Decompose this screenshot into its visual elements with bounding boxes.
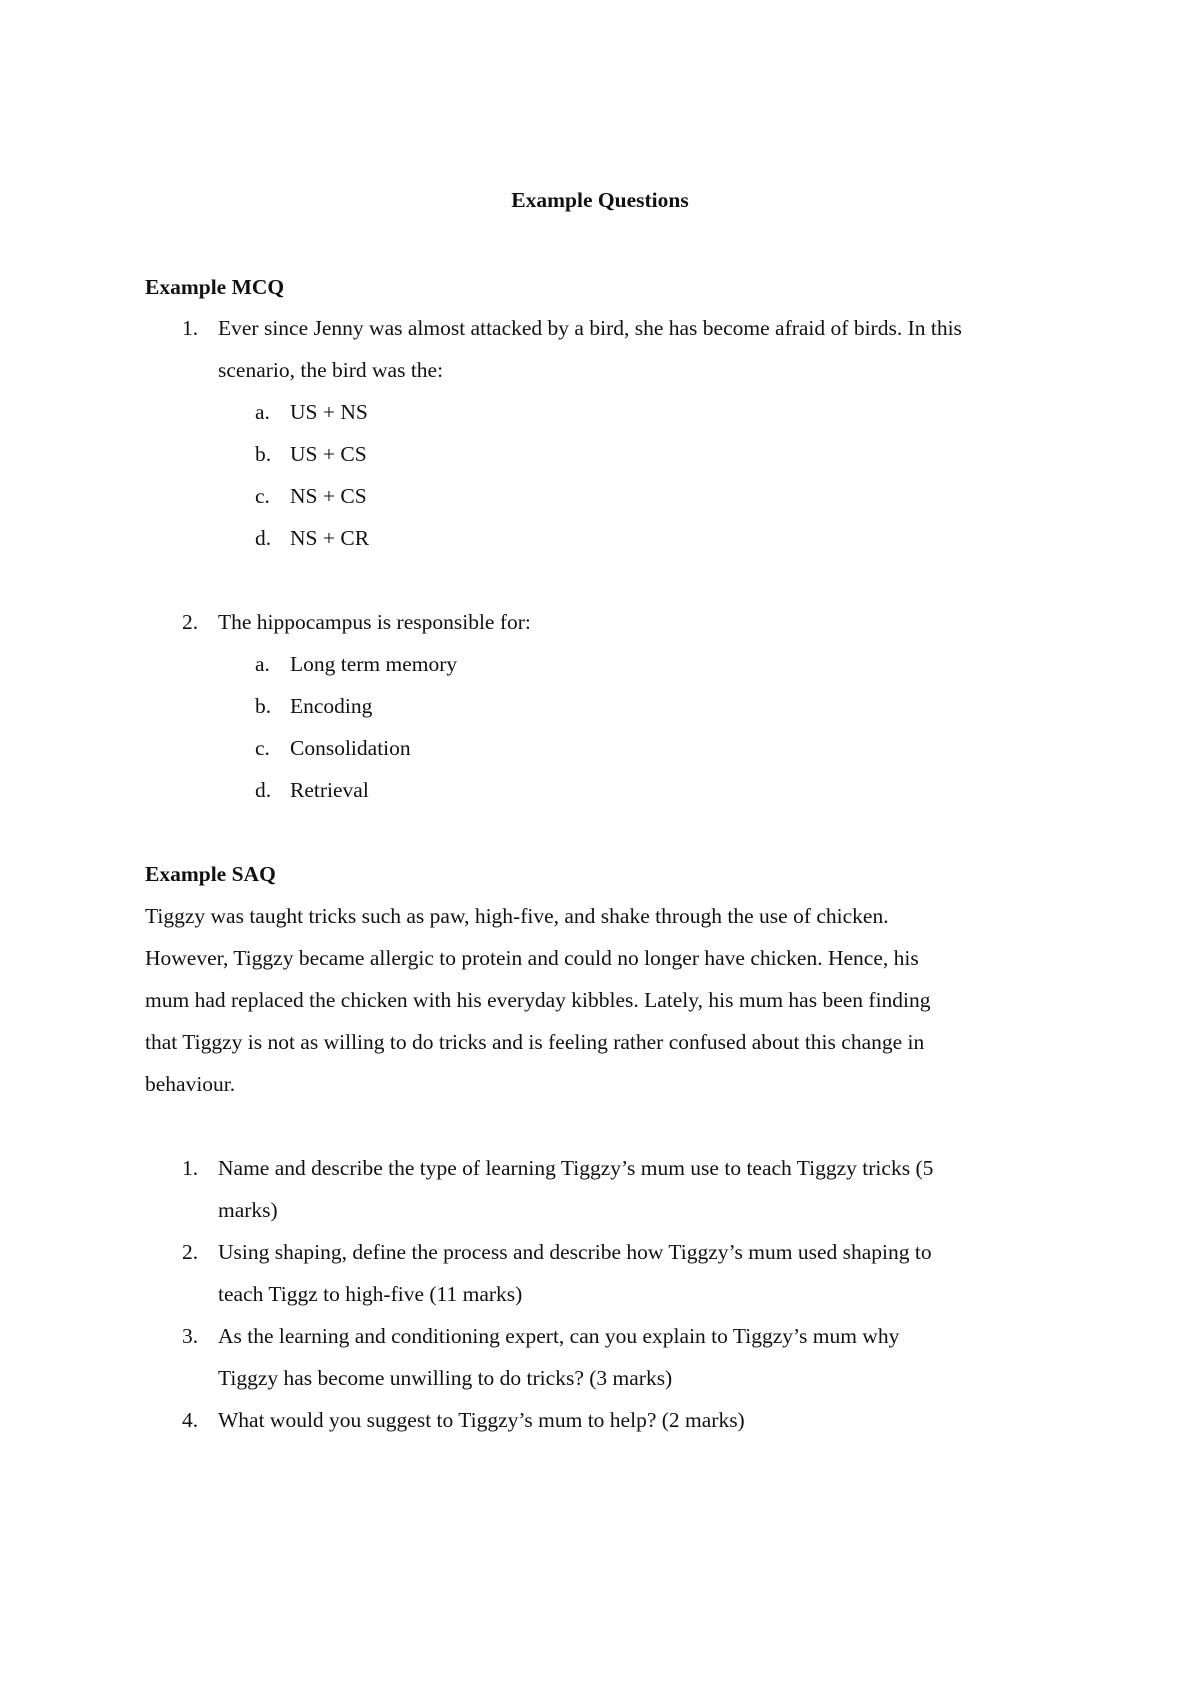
option-letter: b. xyxy=(255,442,272,466)
option-letter: a. xyxy=(255,652,270,676)
saq-question-text: teach Tiggz to high-five (11 marks) xyxy=(218,1282,523,1306)
option-letter: a. xyxy=(255,400,270,424)
saq-question-text: Name and describe the type of learning Tiggzy’s mum use to teach Tiggzy tricks (5 xyxy=(218,1156,934,1180)
mcq-question-text: scenario, the bird was the: xyxy=(218,358,444,382)
saq-question-number: 2. xyxy=(182,1240,199,1264)
saq-question-text: Using shaping, define the process and describe how Tiggzy’s mum used shaping to xyxy=(218,1240,932,1264)
saq-question-text: marks) xyxy=(218,1198,278,1222)
option-letter: b. xyxy=(255,694,272,718)
saq-question-number: 1. xyxy=(182,1156,199,1180)
option-text: Consolidation xyxy=(290,736,411,760)
saq-paragraph-line: that Tiggzy is not as willing to do tricks and is feeling rather confused about this change in xyxy=(145,1030,925,1054)
mcq-question-text: Ever since Jenny was almost attacked by a bird, she has become afraid of birds. In this xyxy=(218,316,962,340)
page-title: Example Questions xyxy=(511,188,689,212)
saq-question-number: 3. xyxy=(182,1324,199,1348)
saq-heading: Example SAQ xyxy=(145,862,276,886)
saq-question-number: 4. xyxy=(182,1408,199,1432)
option-letter: d. xyxy=(255,778,272,802)
option-letter: c. xyxy=(255,736,270,760)
saq-question-text: As the learning and conditioning expert, can you explain to Tiggzy’s mum why xyxy=(218,1324,900,1348)
option-text: US + CS xyxy=(290,442,367,466)
option-letter: c. xyxy=(255,484,270,508)
option-text: Long term memory xyxy=(290,652,458,676)
saq-question-text: What would you suggest to Tiggzy’s mum to help? (2 marks) xyxy=(218,1408,745,1432)
saq-paragraph-line: mum had replaced the chicken with his everyday kibbles. Lately, his mum has been finding xyxy=(145,988,931,1012)
saq-question-text: Tiggzy has become unwilling to do tricks? (3 marks) xyxy=(218,1366,673,1390)
option-text: NS + CR xyxy=(290,526,370,550)
saq-paragraph-line: behaviour. xyxy=(145,1072,236,1096)
option-text: Retrieval xyxy=(290,778,369,802)
saq-paragraph-line: Tiggzy was taught tricks such as paw, high-five, and shake through the use of chicken. xyxy=(145,904,889,928)
mcq-question-number: 1. xyxy=(182,316,199,340)
option-text: NS + CS xyxy=(290,484,367,508)
option-text: US + NS xyxy=(290,400,368,424)
mcq-question-text: The hippocampus is responsible for: xyxy=(218,610,531,634)
mcq-question-number: 2. xyxy=(182,610,199,634)
option-letter: d. xyxy=(255,526,272,550)
mcq-heading: Example MCQ xyxy=(145,275,285,299)
option-text: Encoding xyxy=(290,694,373,718)
saq-paragraph-line: However, Tiggzy became allergic to protein and could no longer have chicken. Hence, his xyxy=(145,946,919,970)
